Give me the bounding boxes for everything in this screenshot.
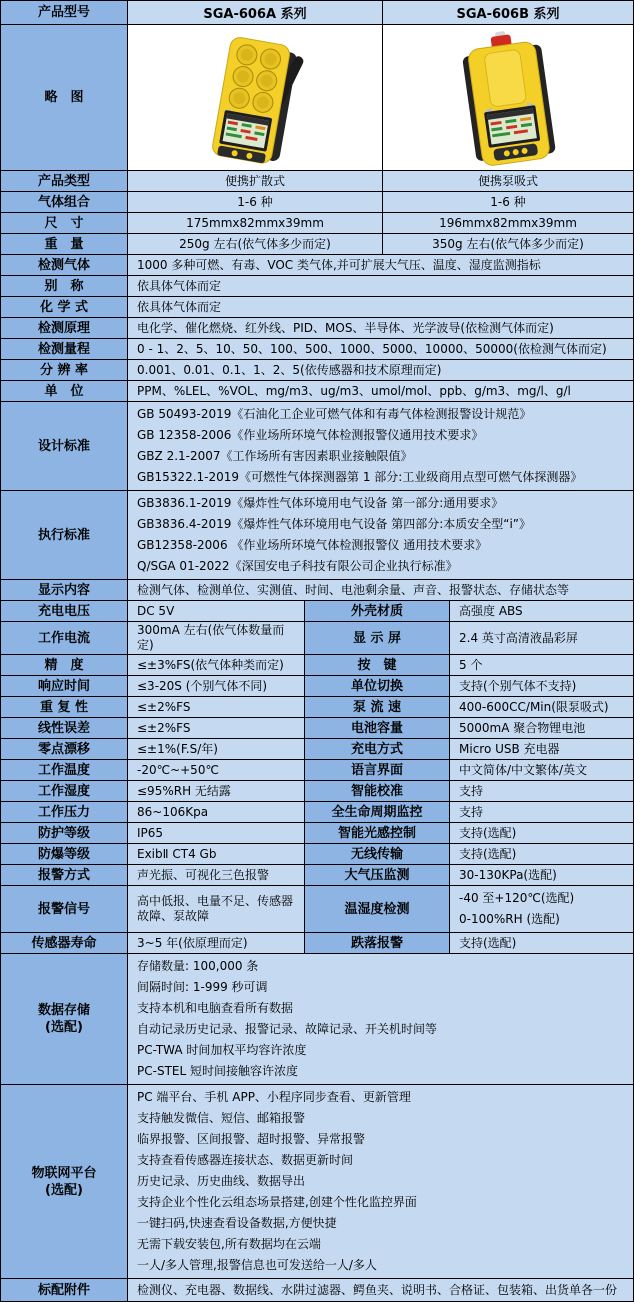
row-value-2: 支持 bbox=[450, 781, 633, 802]
value-b: 350g 左右(依气体多少而定) bbox=[383, 234, 633, 255]
standard-line: GB3836.1-2019《爆炸性气体环境用电气设备 第一部分:通用要求》 bbox=[137, 496, 504, 510]
row-label: 尺 寸 bbox=[1, 213, 128, 234]
value-line: -40 至+120℃(选配) bbox=[459, 891, 575, 905]
row-label: 别 称 bbox=[1, 276, 128, 297]
row-alarm-mode bbox=[1, 865, 633, 886]
value-a: 1-6 种 bbox=[128, 192, 383, 213]
row-value-2: 支持(选配) bbox=[450, 823, 633, 844]
value-line: 支持查看传感器连接状态、数据更新时间 bbox=[137, 1153, 354, 1167]
row-value-1: 300mA 左右(依气体数量而定) bbox=[128, 622, 305, 655]
value-b: 196mmx82mmx39mm bbox=[383, 213, 633, 234]
value-line: PC-STEL 短时间接触容许浓度 bbox=[137, 1064, 298, 1078]
row-value-2: 支持(选配) bbox=[450, 844, 633, 865]
row-label-1: 传感器寿命 bbox=[1, 933, 128, 954]
row-label: 设计标准 bbox=[1, 402, 128, 491]
row-label-2: 大气压监测 bbox=[305, 865, 450, 886]
row-label: 产品类型 bbox=[1, 171, 128, 192]
row-label: 化 学 式 bbox=[1, 297, 128, 318]
row-value-1: ≤±3%FS(依气体种类而定) bbox=[128, 655, 305, 676]
row-charge-voltage bbox=[1, 601, 633, 622]
sketch-row bbox=[1, 25, 633, 171]
row-label-2: 全生命周期监控 bbox=[305, 802, 450, 823]
row-value: 0.001、0.01、0.1、1、2、5(依传感器和技术原理而定) bbox=[128, 360, 633, 381]
row-label-1: 工作压力 bbox=[1, 802, 128, 823]
row-label: 显示内容 bbox=[1, 580, 128, 601]
value-b: 便携泵吸式 bbox=[383, 171, 633, 192]
row-value-1: -20℃~+50℃ bbox=[128, 760, 305, 781]
row-label-1: 响应时间 bbox=[1, 676, 128, 697]
row-label: 气体组合 bbox=[1, 192, 128, 213]
row-size bbox=[1, 213, 633, 234]
row-design-standard bbox=[1, 402, 633, 491]
row-value-2: 400-600CC/Min(限泵吸式) bbox=[450, 697, 633, 718]
row-value: 依具体气体而定 bbox=[128, 297, 633, 318]
row-label-1: 报警信号 bbox=[1, 886, 128, 933]
value-line: 一键扫码,快速查看设备数据,方便快捷 bbox=[137, 1216, 337, 1230]
row-value: 1000 多种可燃、有毒、VOC 类气体,并可扩展大气压、温度、湿度监测指标 bbox=[128, 255, 633, 276]
row-protection-rating bbox=[1, 823, 633, 844]
value-a: 便携扩散式 bbox=[128, 171, 383, 192]
device-a-illustration bbox=[129, 27, 382, 169]
row-label-1: 防爆等级 bbox=[1, 844, 128, 865]
header-model-b: SGA-606B 系列 bbox=[383, 1, 633, 25]
row-value bbox=[128, 1085, 633, 1279]
row-linearity bbox=[1, 718, 633, 739]
row-value: PPM、%LEL、%VOL、mg/m3、ug/m3、umol/mol、ppb、g/m3、mg/l、g/l bbox=[128, 381, 633, 402]
row-working-current bbox=[1, 622, 633, 655]
row-label-2: 电池容量 bbox=[305, 718, 450, 739]
row-label-2: 智能校准 bbox=[305, 781, 450, 802]
row-label-1: 线性误差 bbox=[1, 718, 128, 739]
value-line: 一人/多人管理,报警信息也可发送给一人/多人 bbox=[137, 1258, 377, 1272]
row-accuracy bbox=[1, 655, 633, 676]
sketch-label: 略 图 bbox=[1, 25, 128, 171]
row-label-2: 智能光感控制 bbox=[305, 823, 450, 844]
row-label: 执行标准 bbox=[1, 491, 128, 580]
row-label-2: 按 键 bbox=[305, 655, 450, 676]
row-iot-platform bbox=[1, 1085, 633, 1279]
row-formula bbox=[1, 297, 633, 318]
row-value: 检测仪、充电器、数据线、水阱过滤器、鳄鱼夹、说明书、合格证、包装箱、出货单各一份 bbox=[128, 1279, 633, 1301]
row-value-2: 中文简体/中文繁体/英文 bbox=[450, 760, 633, 781]
row-principle bbox=[1, 318, 633, 339]
row-label-2: 显 示 屏 bbox=[305, 622, 450, 655]
row-value-1: ≤3-20S (个别气体不同) bbox=[128, 676, 305, 697]
row-response-time bbox=[1, 676, 633, 697]
row-data-storage bbox=[1, 954, 633, 1085]
row-value-2: 支持(选配) bbox=[450, 933, 633, 954]
row-label-1: 精 度 bbox=[1, 655, 128, 676]
row-label: 标配附件 bbox=[1, 1279, 128, 1301]
row-label: 检测量程 bbox=[1, 339, 128, 360]
value-line: 历史记录、历史曲线、数据导出 bbox=[137, 1174, 306, 1188]
row-sensor-life bbox=[1, 933, 633, 954]
row-value-2 bbox=[450, 886, 633, 933]
value-line: 0-100%RH (选配) bbox=[459, 912, 560, 926]
row-value bbox=[128, 954, 633, 1085]
row-value-1: 3~5 年(依原理而定) bbox=[128, 933, 305, 954]
row-gas-combo bbox=[1, 192, 633, 213]
header-label: 产品型号 bbox=[1, 1, 128, 25]
standard-line: GB3836.4-2019《爆炸性气体环境用电气设备 第四部分:本质安全型“i”》 bbox=[137, 517, 532, 531]
row-value-1: ≤±2%FS bbox=[128, 718, 305, 739]
label-line: 数据存储 bbox=[37, 1003, 90, 1018]
row-alias bbox=[1, 276, 633, 297]
row-value: 电化学、催化燃烧、红外线、PID、MOS、半导体、光学波导(依检测气体而定) bbox=[128, 318, 633, 339]
row-value: 检测气体、检测单位、实测值、时间、电池剩余量、声音、报警状态、存储状态等 bbox=[128, 580, 633, 601]
row-label: 检测气体 bbox=[1, 255, 128, 276]
standard-line: GB 50493-2019《石油化工企业可燃气体和有毒气体检测报警设计规范》 bbox=[137, 407, 532, 421]
standard-line: Q/SGA 01-2022《深国安电子科技有限公司企业执行标准》 bbox=[137, 559, 458, 573]
row-accessories bbox=[1, 1279, 633, 1301]
row-value-1: ≤±2%FS bbox=[128, 697, 305, 718]
device-b-illustration bbox=[383, 27, 633, 169]
row-product-type bbox=[1, 171, 633, 192]
value-line: 支持企业个性化云组态场景搭建,创建个性化监控界面 bbox=[137, 1195, 417, 1209]
row-weight bbox=[1, 234, 633, 255]
row-label-2: 温湿度检测 bbox=[305, 886, 450, 933]
row-label-1: 报警方式 bbox=[1, 865, 128, 886]
row-value-1: DC 5V bbox=[128, 601, 305, 622]
row-working-temp bbox=[1, 760, 633, 781]
row-label-2: 充电方式 bbox=[305, 739, 450, 760]
label-line: (选配) bbox=[45, 1182, 83, 1198]
row-value-2: 2.4 英寸高清液晶彩屏 bbox=[450, 622, 633, 655]
row-value-1: ≤95%RH 无结露 bbox=[128, 781, 305, 802]
row-label-1: 零点漂移 bbox=[1, 739, 128, 760]
row-value-2: 5000mA 聚合物锂电池 bbox=[450, 718, 633, 739]
row-unit bbox=[1, 381, 633, 402]
value-line: 临界报警、区间报警、超时报警、异常报警 bbox=[137, 1132, 366, 1146]
value-a: 250g 左右(依气体多少而定) bbox=[128, 234, 383, 255]
value-line: 自动记录历史记录、报警记录、故障记录、开关机时间等 bbox=[137, 1022, 438, 1036]
row-exec-standard bbox=[1, 491, 633, 580]
row-label bbox=[1, 1085, 128, 1279]
value-line: 支持触发微信、短信、邮箱报警 bbox=[137, 1111, 306, 1125]
row-label: 单 位 bbox=[1, 381, 128, 402]
label-line: 物联网平台 bbox=[31, 1165, 97, 1181]
row-label-1: 充电电压 bbox=[1, 601, 128, 622]
row-value-1: 声光振、可视化三色报警 bbox=[128, 865, 305, 886]
row-value bbox=[128, 491, 633, 580]
row-label-1: 工作温度 bbox=[1, 760, 128, 781]
row-detect-gas bbox=[1, 255, 633, 276]
row-resolution bbox=[1, 360, 633, 381]
row-value-1: 86~106Kpa bbox=[128, 802, 305, 823]
row-value-2: 5 个 bbox=[450, 655, 633, 676]
row-value-1: IP65 bbox=[128, 823, 305, 844]
header-row bbox=[1, 1, 633, 25]
row-range bbox=[1, 339, 633, 360]
row-label-2: 泵 流 速 bbox=[305, 697, 450, 718]
row-value-2: 高强度 ABS bbox=[450, 601, 633, 622]
value-line: PC 端平台、手机 APP、小程序同步查看、更新管理 bbox=[137, 1090, 411, 1104]
row-label-1: 重 复 性 bbox=[1, 697, 128, 718]
row-value bbox=[128, 402, 633, 491]
row-value-2: 支持(个别气体不支持) bbox=[450, 676, 633, 697]
value-line: 间隔时间: 1-999 秒可调 bbox=[137, 980, 268, 994]
standard-line: GB 12358-2006《作业场所环境气体检测报警仪通用技术要求》 bbox=[137, 428, 484, 442]
standard-line: GB15322.1-2019《可燃性气体探测器第 1 部分:工业级商用点型可燃气体探测器》 bbox=[137, 470, 583, 484]
value-line: 无需下载安装包,所有数据均在云端 bbox=[137, 1237, 321, 1251]
row-value-2: 支持 bbox=[450, 802, 633, 823]
row-display-content bbox=[1, 580, 633, 601]
row-value: 0 - 1、2、5、10、50、100、500、1000、5000、10000、50000(依检测气体而定) bbox=[128, 339, 633, 360]
row-explosion-proof bbox=[1, 844, 633, 865]
value-line: PC-TWA 时间加权平均容许浓度 bbox=[137, 1043, 307, 1057]
row-label: 检测原理 bbox=[1, 318, 128, 339]
row-value-1: ≤±1%(F.S/年) bbox=[128, 739, 305, 760]
row-label-2: 语言界面 bbox=[305, 760, 450, 781]
value-a: 175mmx82mmx39mm bbox=[128, 213, 383, 234]
row-label: 分 辨 率 bbox=[1, 360, 128, 381]
row-working-humidity bbox=[1, 781, 633, 802]
standard-line: GBZ 2.1-2007《工作场所有害因素职业接触限值》 bbox=[137, 449, 413, 463]
value-line: 存储数量: 100,000 条 bbox=[137, 959, 259, 973]
row-zero-drift bbox=[1, 739, 633, 760]
label-line: (选配) bbox=[45, 1020, 83, 1035]
value-b: 1-6 种 bbox=[383, 192, 633, 213]
row-label-1: 防护等级 bbox=[1, 823, 128, 844]
row-alarm-signal bbox=[1, 886, 633, 933]
row-label-2: 跌落报警 bbox=[305, 933, 450, 954]
row-label: 重 量 bbox=[1, 234, 128, 255]
value-line: 支持本机和电脑查看所有数据 bbox=[137, 1001, 294, 1015]
header-model-a: SGA-606A 系列 bbox=[128, 1, 383, 25]
row-label-2: 单位切换 bbox=[305, 676, 450, 697]
row-value-1: ExibⅡ CT4 Gb bbox=[128, 844, 305, 865]
row-label-2: 外壳材质 bbox=[305, 601, 450, 622]
row-working-pressure bbox=[1, 802, 633, 823]
row-repeatability bbox=[1, 697, 633, 718]
standard-line: GB12358-2006 《作业场所环境气体检测报警仪 通用技术要求》 bbox=[137, 538, 488, 552]
row-label-1: 工作湿度 bbox=[1, 781, 128, 802]
device-a-image bbox=[128, 25, 383, 171]
row-value-1: 高中低报、电量不足、传感器故障、泵故障 bbox=[128, 886, 305, 933]
row-value-2: 30-130KPa(选配) bbox=[450, 865, 633, 886]
device-b-image bbox=[383, 25, 633, 171]
row-label-1: 工作电流 bbox=[1, 622, 128, 655]
row-value-2: Micro USB 充电器 bbox=[450, 739, 633, 760]
row-label-2: 无线传输 bbox=[305, 844, 450, 865]
row-label bbox=[1, 954, 128, 1085]
row-value: 依具体气体而定 bbox=[128, 276, 633, 297]
